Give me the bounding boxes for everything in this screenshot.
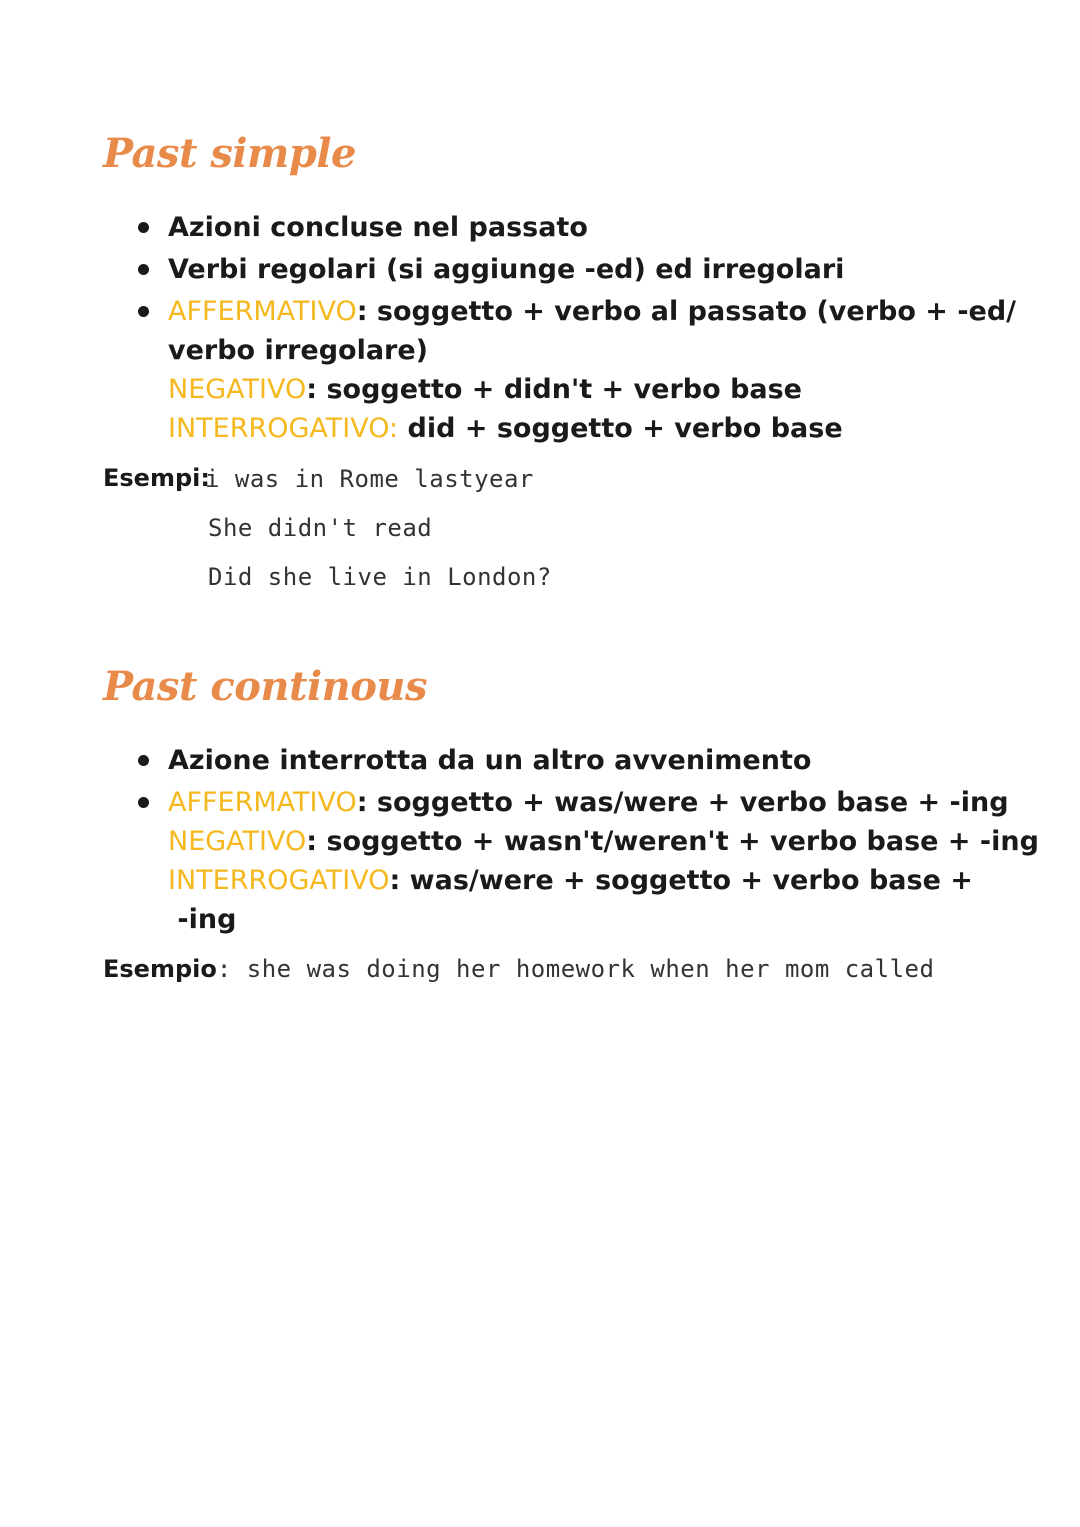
example-sentence: she was doing her homework when her mom called xyxy=(246,955,935,983)
negative-label: NEGATIVO xyxy=(168,826,307,857)
list-item xyxy=(0,250,1080,289)
affirmative-line xyxy=(168,783,1009,822)
negative-text: : soggetto + didn't + verbo base xyxy=(306,374,802,405)
bullet-icon xyxy=(138,755,149,766)
list-item-forms xyxy=(0,783,1080,939)
interrogative-line xyxy=(168,861,980,900)
list-item xyxy=(0,741,1080,780)
negative-text: : soggetto + wasn't/weren't + verbo base + -ing xyxy=(306,826,1039,857)
interrogative-line-2: -ing xyxy=(168,904,237,935)
negative-line xyxy=(168,822,1039,861)
past-simple-bullet-list xyxy=(0,208,1080,448)
bullet-text: Azioni concluse nel passato xyxy=(168,212,588,243)
affirmative-line xyxy=(168,292,1017,331)
past-continuous-bullet-list xyxy=(0,741,1080,939)
affirmative-label: AFFERMATIVO xyxy=(168,296,357,327)
bullet-text: Azione interrotta da un altro avvenimento xyxy=(168,745,812,776)
example-line xyxy=(103,955,934,983)
bullet-icon xyxy=(138,264,149,275)
examples-label: Esempi: xyxy=(103,464,210,492)
affirmative-label: AFFERMATIVO xyxy=(168,787,357,818)
past-continuous-title: Past continous xyxy=(103,663,427,710)
example-sentence: She didn't read xyxy=(208,514,433,542)
interrogative-text: did + soggetto + verbo base xyxy=(398,413,843,444)
bullet-icon xyxy=(138,222,149,233)
bullet-text: Verbi regolari (si aggiunge -ed) ed irregolari xyxy=(168,254,845,285)
bullet-icon xyxy=(138,306,149,317)
interrogative-label: INTERROGATIVO: xyxy=(168,413,399,444)
example-separator: : xyxy=(216,955,247,983)
negative-label: NEGATIVO xyxy=(168,374,307,405)
affirmative-line-2: verbo irregolare) xyxy=(168,335,429,366)
example-sentence: Did she live in London? xyxy=(208,563,552,591)
example-sentence: i was in Rome lastyear xyxy=(205,465,534,493)
list-item xyxy=(0,208,1080,247)
negative-line xyxy=(168,370,980,409)
list-item-forms xyxy=(0,292,1080,448)
example-label: Esempio xyxy=(103,955,217,983)
interrogative-line xyxy=(168,409,980,448)
bullet-icon xyxy=(138,797,149,808)
past-simple-title: Past simple xyxy=(103,130,356,177)
affirmative-text: : soggetto + verbo al passato (verbo + -ed/ xyxy=(356,296,1017,327)
interrogative-text: : was/were + soggetto + verbo base + xyxy=(389,865,973,896)
interrogative-label: INTERROGATIVO xyxy=(168,865,390,896)
affirmative-text: : soggetto + was/were + verbo base + -ing xyxy=(356,787,1009,818)
